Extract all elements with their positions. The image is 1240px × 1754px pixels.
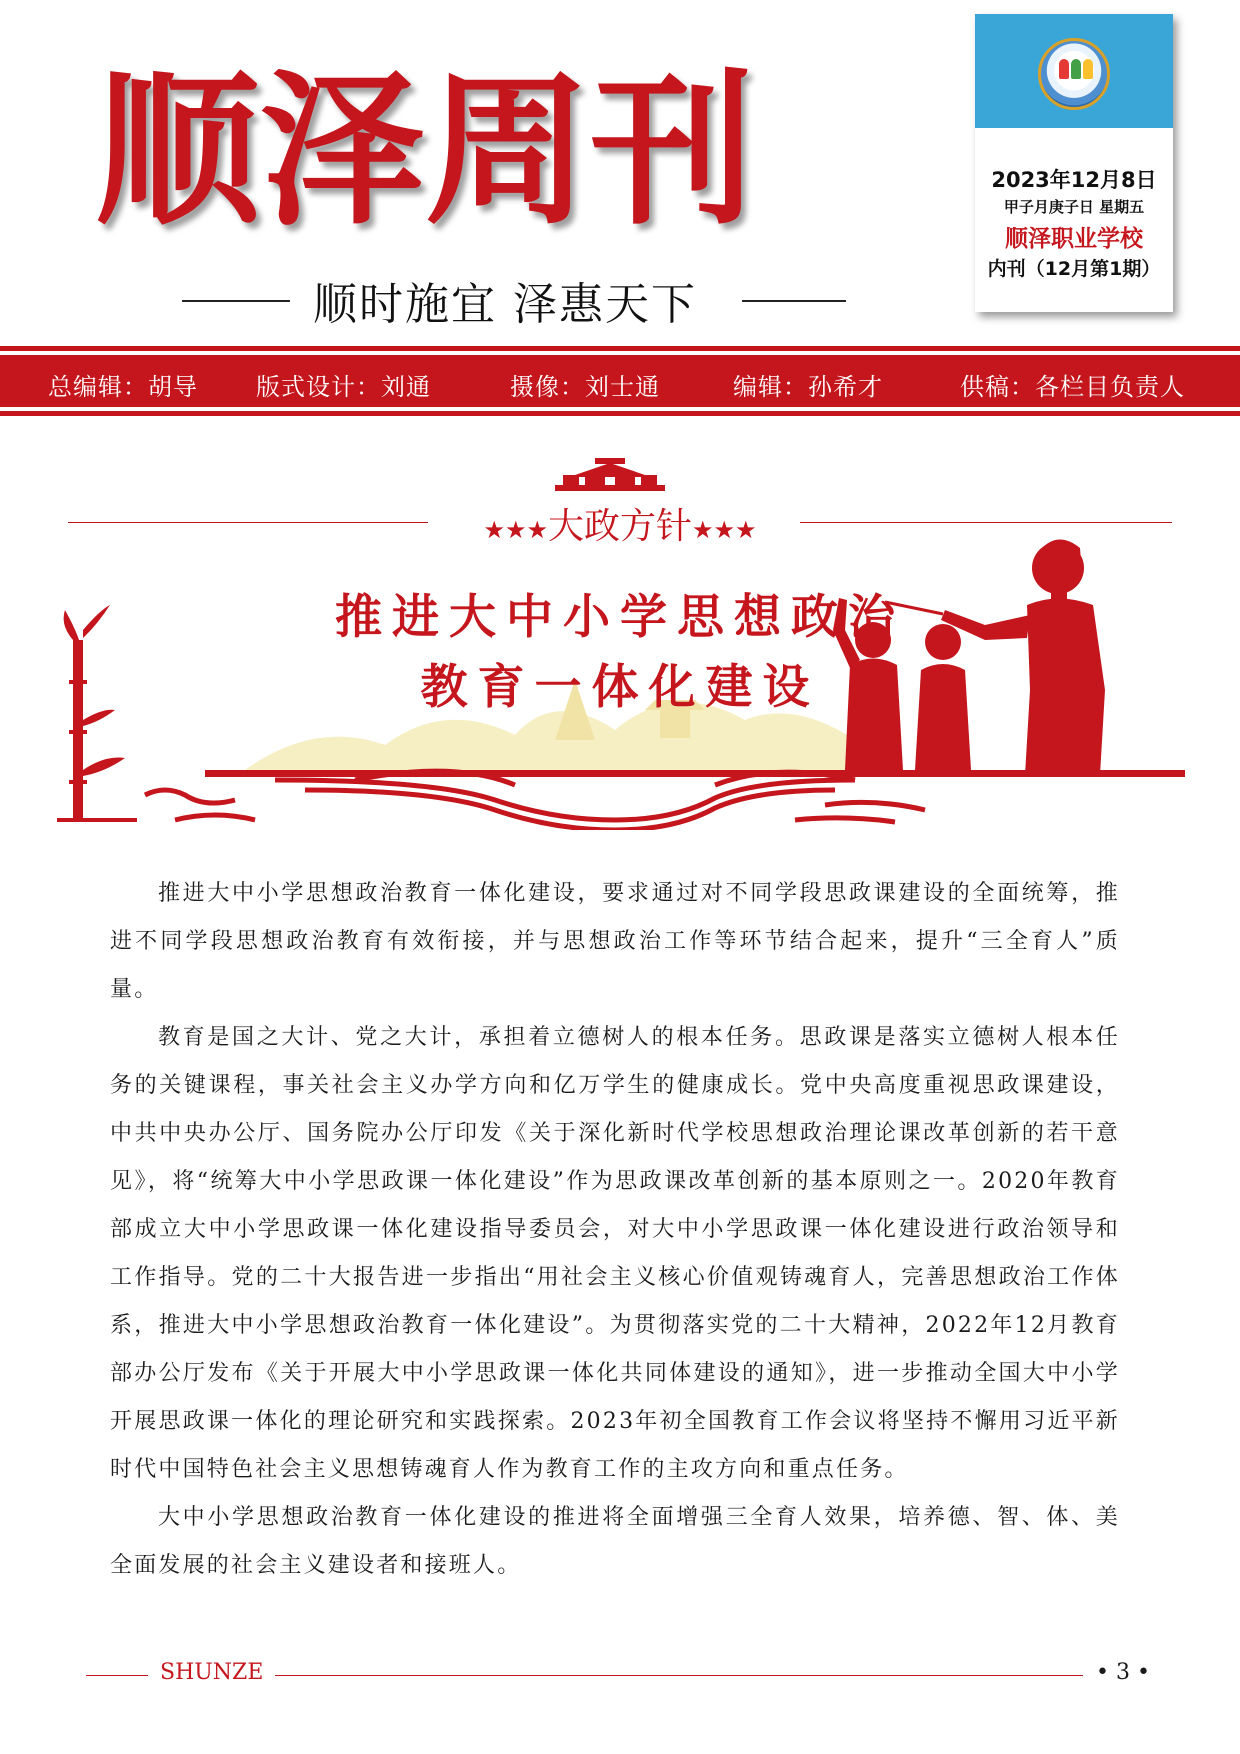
wave-lines <box>145 771 925 830</box>
article-paragraph: 大中小学思想政治教育一体化建设的推进将全面增强三全育人效果，培养德、智、体、美全面发展的社会主义建设者和接班人。 <box>110 1505 1120 1578</box>
headline-line-2: 教育一体化建设 <box>420 660 820 715</box>
credit-layout-design: 版式设计：刘通 <box>256 373 431 401</box>
masthead-slogan: 顺时施宜 泽惠天下 <box>313 279 697 330</box>
school-logo-icon <box>1038 38 1110 110</box>
credit-editor: 编辑：孙希才 <box>733 373 883 401</box>
section-rule-left <box>68 522 428 523</box>
bamboo-icon <box>57 605 137 822</box>
article-body <box>110 870 1120 1590</box>
section-rule-right <box>800 522 1172 523</box>
band-top-rule <box>0 346 1240 351</box>
article-paragraph: 教育是国之大计、党之大计，承担着立德树人的根本任务。思政课是落实立德树人根本任务的关键课程，事关社会主义办学方向和亿万学生的健康成长。党中央高度重视思政课建设，中共中央办公厅、国务院办公厅印发《关于深化新时代学校思想政治理论课改革创新的若干意见》，将“统筹大中小学思政课一体化建设”作为思政课改革创新的基本原则之一。2020年教育部成立大中小学思政课一体化建设指导委员会，对大中小学思政课一体化建设进行政治领导和工作指导。党的二十大报告进一步指出“用社会主义核心价值观铸魂育人，完善思想政治工作体系，推进大中小学思想政治教育一体化建设”。为贯彻落实党的二十大精神，2022年12月教育部办公厅发布《关于开展大中小学思政课一体化共同体建设的通知》，进一步推动全国大中小学开展思政课一体化的理论研究和实践探索。2023年初全国教育工作会议将坚持不懈用习近平新时代中国特色社会主义思想铸魂育人作为教育工作的主攻方向和重点任务。 <box>110 1025 1120 1482</box>
lunar-date: 甲子月庚子日 星期五 <box>1003 198 1145 216</box>
article-paragraph: 推进大中小学思想政治教育一体化建设，要求通过对不同学段思政课建设的全面统筹，推进不同学段思想政治教育有效衔接，并与思想政治工作等环节结合起来，提升“三全育人”质量。 <box>110 881 1120 1002</box>
footer-rule-left <box>86 1675 148 1676</box>
card-header-band <box>975 14 1173 128</box>
star-icon-left: ★★★ <box>483 516 548 544</box>
school-name: 顺泽职业学校 <box>1005 226 1143 252</box>
issue-number: 内刊（12月第1期） <box>987 258 1161 280</box>
footer-brand: SHUNZE <box>160 1660 264 1685</box>
issue-date: 2023年12月8日 <box>991 168 1157 192</box>
slogan-rule-right <box>742 300 846 302</box>
credit-photography: 摄像：刘士通 <box>510 373 660 401</box>
band-bottom-rule <box>0 411 1240 416</box>
credit-chief-editor: 总编辑：胡导 <box>48 373 198 401</box>
gate-tower-icon <box>555 455 665 493</box>
headline-line-1: 推进大中小学思想政治 <box>335 590 905 645</box>
star-icon-right: ★★★ <box>692 516 757 544</box>
section-title-text: 大政方针 <box>547 506 692 547</box>
credit-contributors: 供稿：各栏目负责人 <box>960 373 1185 401</box>
issue-info-card <box>975 14 1173 312</box>
masthead-title: 顺泽周刊 <box>95 53 755 247</box>
page-number: • 3 • <box>1096 1660 1150 1685</box>
footer-rule-right <box>275 1675 1083 1676</box>
